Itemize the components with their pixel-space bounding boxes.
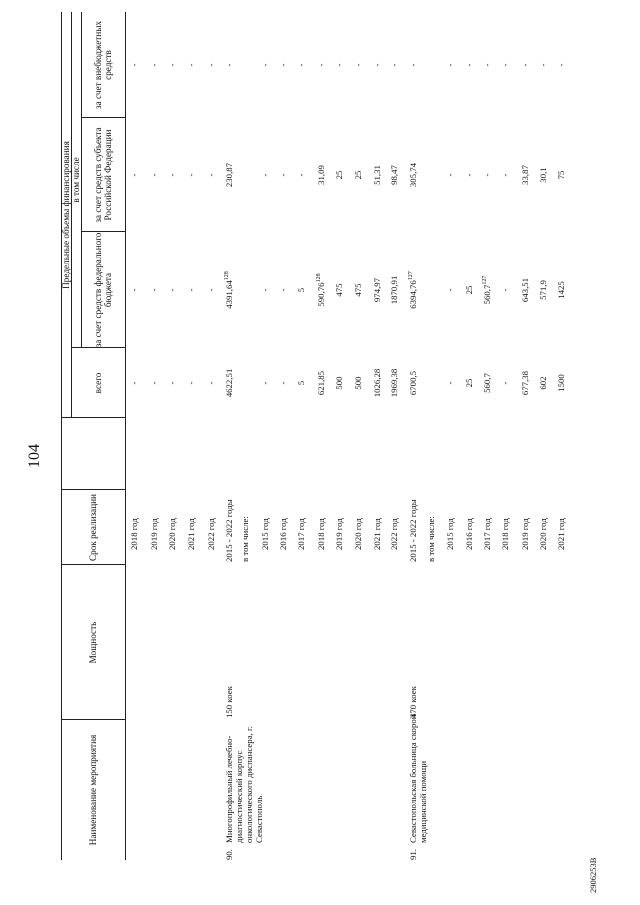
row-extra-value: - <box>296 63 306 67</box>
row-federal <box>539 232 548 348</box>
row-federal <box>207 232 216 348</box>
row-period: 2015 - 2022 годы <box>224 499 234 562</box>
row-extra-value: - <box>278 63 288 67</box>
row-subject-value: - <box>296 173 306 177</box>
row-federal-value: 6394,76 <box>408 280 418 309</box>
footnote-ref: 127 <box>408 271 415 281</box>
row-total-value: 5 <box>296 380 306 386</box>
row-federal <box>409 232 418 348</box>
row-subject <box>409 118 418 232</box>
row-extra-value: - <box>353 63 363 67</box>
row-federal-value: - <box>500 288 510 292</box>
row-subject <box>373 118 382 232</box>
row-capacity: 470 коек <box>408 686 418 718</box>
row-subject-value: 30,1 <box>538 167 548 183</box>
row-period: в том числе: <box>426 516 436 562</box>
row-total <box>390 348 399 418</box>
row-period: 2017 год <box>482 518 492 550</box>
row-period: 2019 год <box>149 518 159 550</box>
row-extra-value: - <box>445 63 455 67</box>
row-federal-value: 4391,64 <box>224 280 234 309</box>
row-subject-value: - <box>129 173 139 177</box>
row-total-value: - <box>500 381 510 385</box>
row-extra-value: - <box>389 63 399 67</box>
row-subject-value: 51,31 <box>372 165 382 185</box>
row-total-value: 602 <box>538 376 548 390</box>
row-total-value: - <box>445 381 455 385</box>
row-extra <box>207 12 216 118</box>
row-total <box>373 348 382 418</box>
row-extra <box>373 12 382 118</box>
row-subject <box>539 118 548 232</box>
row-total <box>130 348 139 418</box>
row-subject <box>225 118 234 232</box>
row-extra <box>225 12 234 118</box>
row-period: 2018 год <box>129 518 139 550</box>
row-extra-value: - <box>408 63 418 67</box>
row-federal-value: 1425 <box>556 281 566 299</box>
header-funding-group: Предельные объемы финансирования <box>60 141 71 289</box>
row-total <box>409 348 418 418</box>
row-total-value: - <box>129 381 139 385</box>
row-federal <box>465 232 474 348</box>
row-capacity: 150 коек <box>224 686 234 718</box>
row-federal-value: - <box>167 288 177 292</box>
row-subject <box>501 118 510 232</box>
row-federal-value: - <box>278 288 288 292</box>
row-federal <box>501 232 510 348</box>
row-total <box>557 348 566 418</box>
row-extra <box>390 12 399 118</box>
header-capacity: Мощность <box>87 621 98 664</box>
row-total <box>317 348 326 418</box>
header-name: Наименование мероприятия <box>87 734 98 846</box>
row-extra <box>409 12 418 118</box>
row-federal-value: 974,97 <box>372 277 382 303</box>
row-subject-value: 75 <box>556 170 566 180</box>
header-bottom-rule <box>125 12 126 860</box>
row-subject <box>354 118 363 232</box>
header-extra: за счет внебюджетных средств <box>92 21 113 109</box>
row-period: 2020 год <box>167 518 177 550</box>
row-total-value: - <box>260 381 270 385</box>
row-period: 2018 год <box>500 518 510 550</box>
row-extra-value: - <box>334 63 344 67</box>
footnote-ref: 127 <box>482 275 489 285</box>
row-total-value: 500 <box>334 376 344 390</box>
row-subject <box>335 118 344 232</box>
row-extra <box>465 12 474 118</box>
row-federal <box>446 232 455 348</box>
row-total <box>335 348 344 418</box>
row-total <box>539 348 548 418</box>
row-period: 2021 год <box>372 518 382 550</box>
row-total <box>465 348 474 418</box>
header-period: Срок реализации <box>87 494 98 561</box>
row-subject-value: 98,47 <box>389 165 399 185</box>
row-extra <box>521 12 530 118</box>
row-total <box>261 348 270 418</box>
row-subject-value: - <box>206 173 216 177</box>
row-subject <box>465 118 474 232</box>
row-extra <box>446 12 455 118</box>
row-federal-value: 590,76 <box>316 282 326 307</box>
row-period: 2021 год <box>556 518 566 550</box>
row-total <box>446 348 455 418</box>
row-subject <box>297 118 306 232</box>
row-extra-value: - <box>129 63 139 67</box>
row-subject <box>390 118 399 232</box>
row-total-value: 677,38 <box>520 370 530 396</box>
row-federal-value: - <box>129 288 139 292</box>
row-federal-value: 5 <box>296 287 306 293</box>
row-period: 2019 год <box>520 518 530 550</box>
row-total-value: 25 <box>464 378 474 388</box>
row-federal <box>279 232 288 348</box>
row-extra <box>501 12 510 118</box>
row-federal <box>373 232 382 348</box>
row-total <box>483 348 492 418</box>
row-total <box>187 348 196 418</box>
row-extra <box>187 12 196 118</box>
row-total <box>225 348 234 418</box>
row-period: 2022 год <box>206 518 216 550</box>
row-subject-value: 31,09 <box>316 165 326 185</box>
row-total-value: - <box>167 381 177 385</box>
row-total-value: 621,85 <box>316 370 326 396</box>
row-total <box>279 348 288 418</box>
row-federal <box>390 232 399 348</box>
row-number: 91. <box>408 849 418 860</box>
row-total-value: 1500 <box>556 374 566 392</box>
row-total <box>150 348 159 418</box>
row-extra-value: - <box>538 63 548 67</box>
row-subject-value: - <box>278 173 288 177</box>
row-extra-value: - <box>372 63 382 67</box>
row-extra <box>539 12 548 118</box>
row-extra-value: - <box>224 63 234 67</box>
row-period: в том числе: <box>240 516 250 562</box>
row-extra <box>557 12 566 118</box>
row-extra-value: - <box>316 63 326 67</box>
row-federal-value: - <box>445 288 455 292</box>
row-subject-value: - <box>500 173 510 177</box>
row-federal <box>317 232 326 348</box>
row-subject-value: 25 <box>353 170 363 180</box>
row-subject-value: 230,87 <box>224 162 234 188</box>
row-subject-value: - <box>445 173 455 177</box>
row-period: 2022 год <box>389 518 399 550</box>
row-extra <box>168 12 177 118</box>
row-period: 2020 год <box>538 518 548 550</box>
row-total-value: - <box>206 381 216 385</box>
row-subject <box>207 118 216 232</box>
row-subject <box>150 118 159 232</box>
row-extra <box>335 12 344 118</box>
row-federal <box>483 232 492 348</box>
row-subject-value: - <box>482 173 492 177</box>
row-period: 2021 год <box>186 518 196 550</box>
row-total <box>501 348 510 418</box>
row-total-value: - <box>149 381 159 385</box>
row-federal-value: - <box>149 288 159 292</box>
row-federal <box>354 232 363 348</box>
row-extra-value: - <box>500 63 510 67</box>
header-subject: за счет средств субъекта Российской Федерации <box>92 127 113 223</box>
row-total-value: 4622,51 <box>224 368 234 398</box>
row-name: Севастопольская больница скорой медицинской помощи <box>408 714 428 843</box>
row-period: 2018 год <box>316 518 326 550</box>
row-federal <box>557 232 566 348</box>
row-subject <box>168 118 177 232</box>
row-subject <box>317 118 326 232</box>
row-subject <box>187 118 196 232</box>
row-period: 2015 год <box>445 518 455 550</box>
row-total <box>168 348 177 418</box>
row-total <box>354 348 363 418</box>
row-subject-value: 25 <box>334 170 344 180</box>
row-period: 2019 год <box>334 518 344 550</box>
row-extra <box>483 12 492 118</box>
row-extra-value: - <box>149 63 159 67</box>
row-subject-value: - <box>167 173 177 177</box>
row-extra-value: - <box>482 63 492 67</box>
row-extra-value: - <box>167 63 177 67</box>
row-subject <box>130 118 139 232</box>
page-number: 104 <box>26 444 43 468</box>
row-extra <box>297 12 306 118</box>
row-federal-value: 560,7 <box>482 284 492 305</box>
row-federal-value: - <box>206 288 216 292</box>
row-period: 2015 год <box>260 518 270 550</box>
row-extra <box>150 12 159 118</box>
row-number: 90. <box>224 849 234 860</box>
row-federal-value: - <box>186 288 196 292</box>
row-subject-value: 305,74 <box>408 162 418 188</box>
row-federal-value: - <box>260 288 270 292</box>
doc-code: 2906253В <box>588 857 598 893</box>
row-federal-value: 571,9 <box>538 280 548 300</box>
row-total-value: - <box>186 381 196 385</box>
row-extra <box>279 12 288 118</box>
row-total-value: - <box>278 381 288 385</box>
row-federal-value: 475 <box>353 283 363 297</box>
footnote-ref: 128 <box>316 273 323 283</box>
row-total <box>297 348 306 418</box>
row-period: 2015 - 2022 годы <box>408 499 418 562</box>
row-subject-value: - <box>186 173 196 177</box>
row-extra-value: - <box>260 63 270 67</box>
row-federal <box>225 232 234 348</box>
row-federal-value: 25 <box>464 285 474 295</box>
row-total-value: 500 <box>353 376 363 390</box>
row-federal <box>187 232 196 348</box>
footnote-ref: 128 <box>224 271 231 281</box>
row-subject <box>446 118 455 232</box>
row-federal <box>521 232 530 348</box>
row-period: 2020 год <box>353 518 363 550</box>
row-federal <box>150 232 159 348</box>
row-extra-value: - <box>186 63 196 67</box>
row-total-value: 560,7 <box>482 373 492 393</box>
row-federal <box>168 232 177 348</box>
row-period: 2016 год <box>278 518 288 550</box>
row-subject <box>279 118 288 232</box>
row-federal-value: 1870,91 <box>389 275 399 305</box>
row-federal-value: 643,51 <box>520 277 530 303</box>
row-subject <box>521 118 530 232</box>
row-total <box>207 348 216 418</box>
header-federal: за счет средств федерального бюджета <box>92 232 113 348</box>
row-subject-value: - <box>149 173 159 177</box>
row-subject-value: - <box>260 173 270 177</box>
row-total-value: 6700,5 <box>408 370 418 396</box>
row-name: Многопрофильный лечебно-диагностический корпус онкологического диспансера, г. Севастополь <box>224 726 264 843</box>
row-period: 2017 год <box>296 518 306 550</box>
header-in-that-number: в том числе <box>70 157 81 203</box>
row-total-value: 1969,38 <box>389 368 399 398</box>
row-extra-value: - <box>556 63 566 67</box>
row-subject <box>557 118 566 232</box>
row-subject-value: - <box>464 173 474 177</box>
row-extra <box>317 12 326 118</box>
row-subject <box>483 118 492 232</box>
row-total <box>521 348 530 418</box>
row-federal <box>335 232 344 348</box>
row-federal <box>297 232 306 348</box>
row-federal-value: 475 <box>334 283 344 297</box>
header-total: всего <box>92 372 103 394</box>
row-extra-value: - <box>206 63 216 67</box>
row-extra-value: - <box>520 63 530 67</box>
row-subject <box>261 118 270 232</box>
row-extra <box>354 12 363 118</box>
row-federal <box>130 232 139 348</box>
row-period: 2016 год <box>464 518 474 550</box>
row-subject-value: 33,87 <box>520 165 530 185</box>
row-extra <box>130 12 139 118</box>
row-extra-value: - <box>464 63 474 67</box>
row-federal <box>261 232 270 348</box>
row-extra <box>261 12 270 118</box>
row-total-value: 1026,28 <box>372 368 382 398</box>
